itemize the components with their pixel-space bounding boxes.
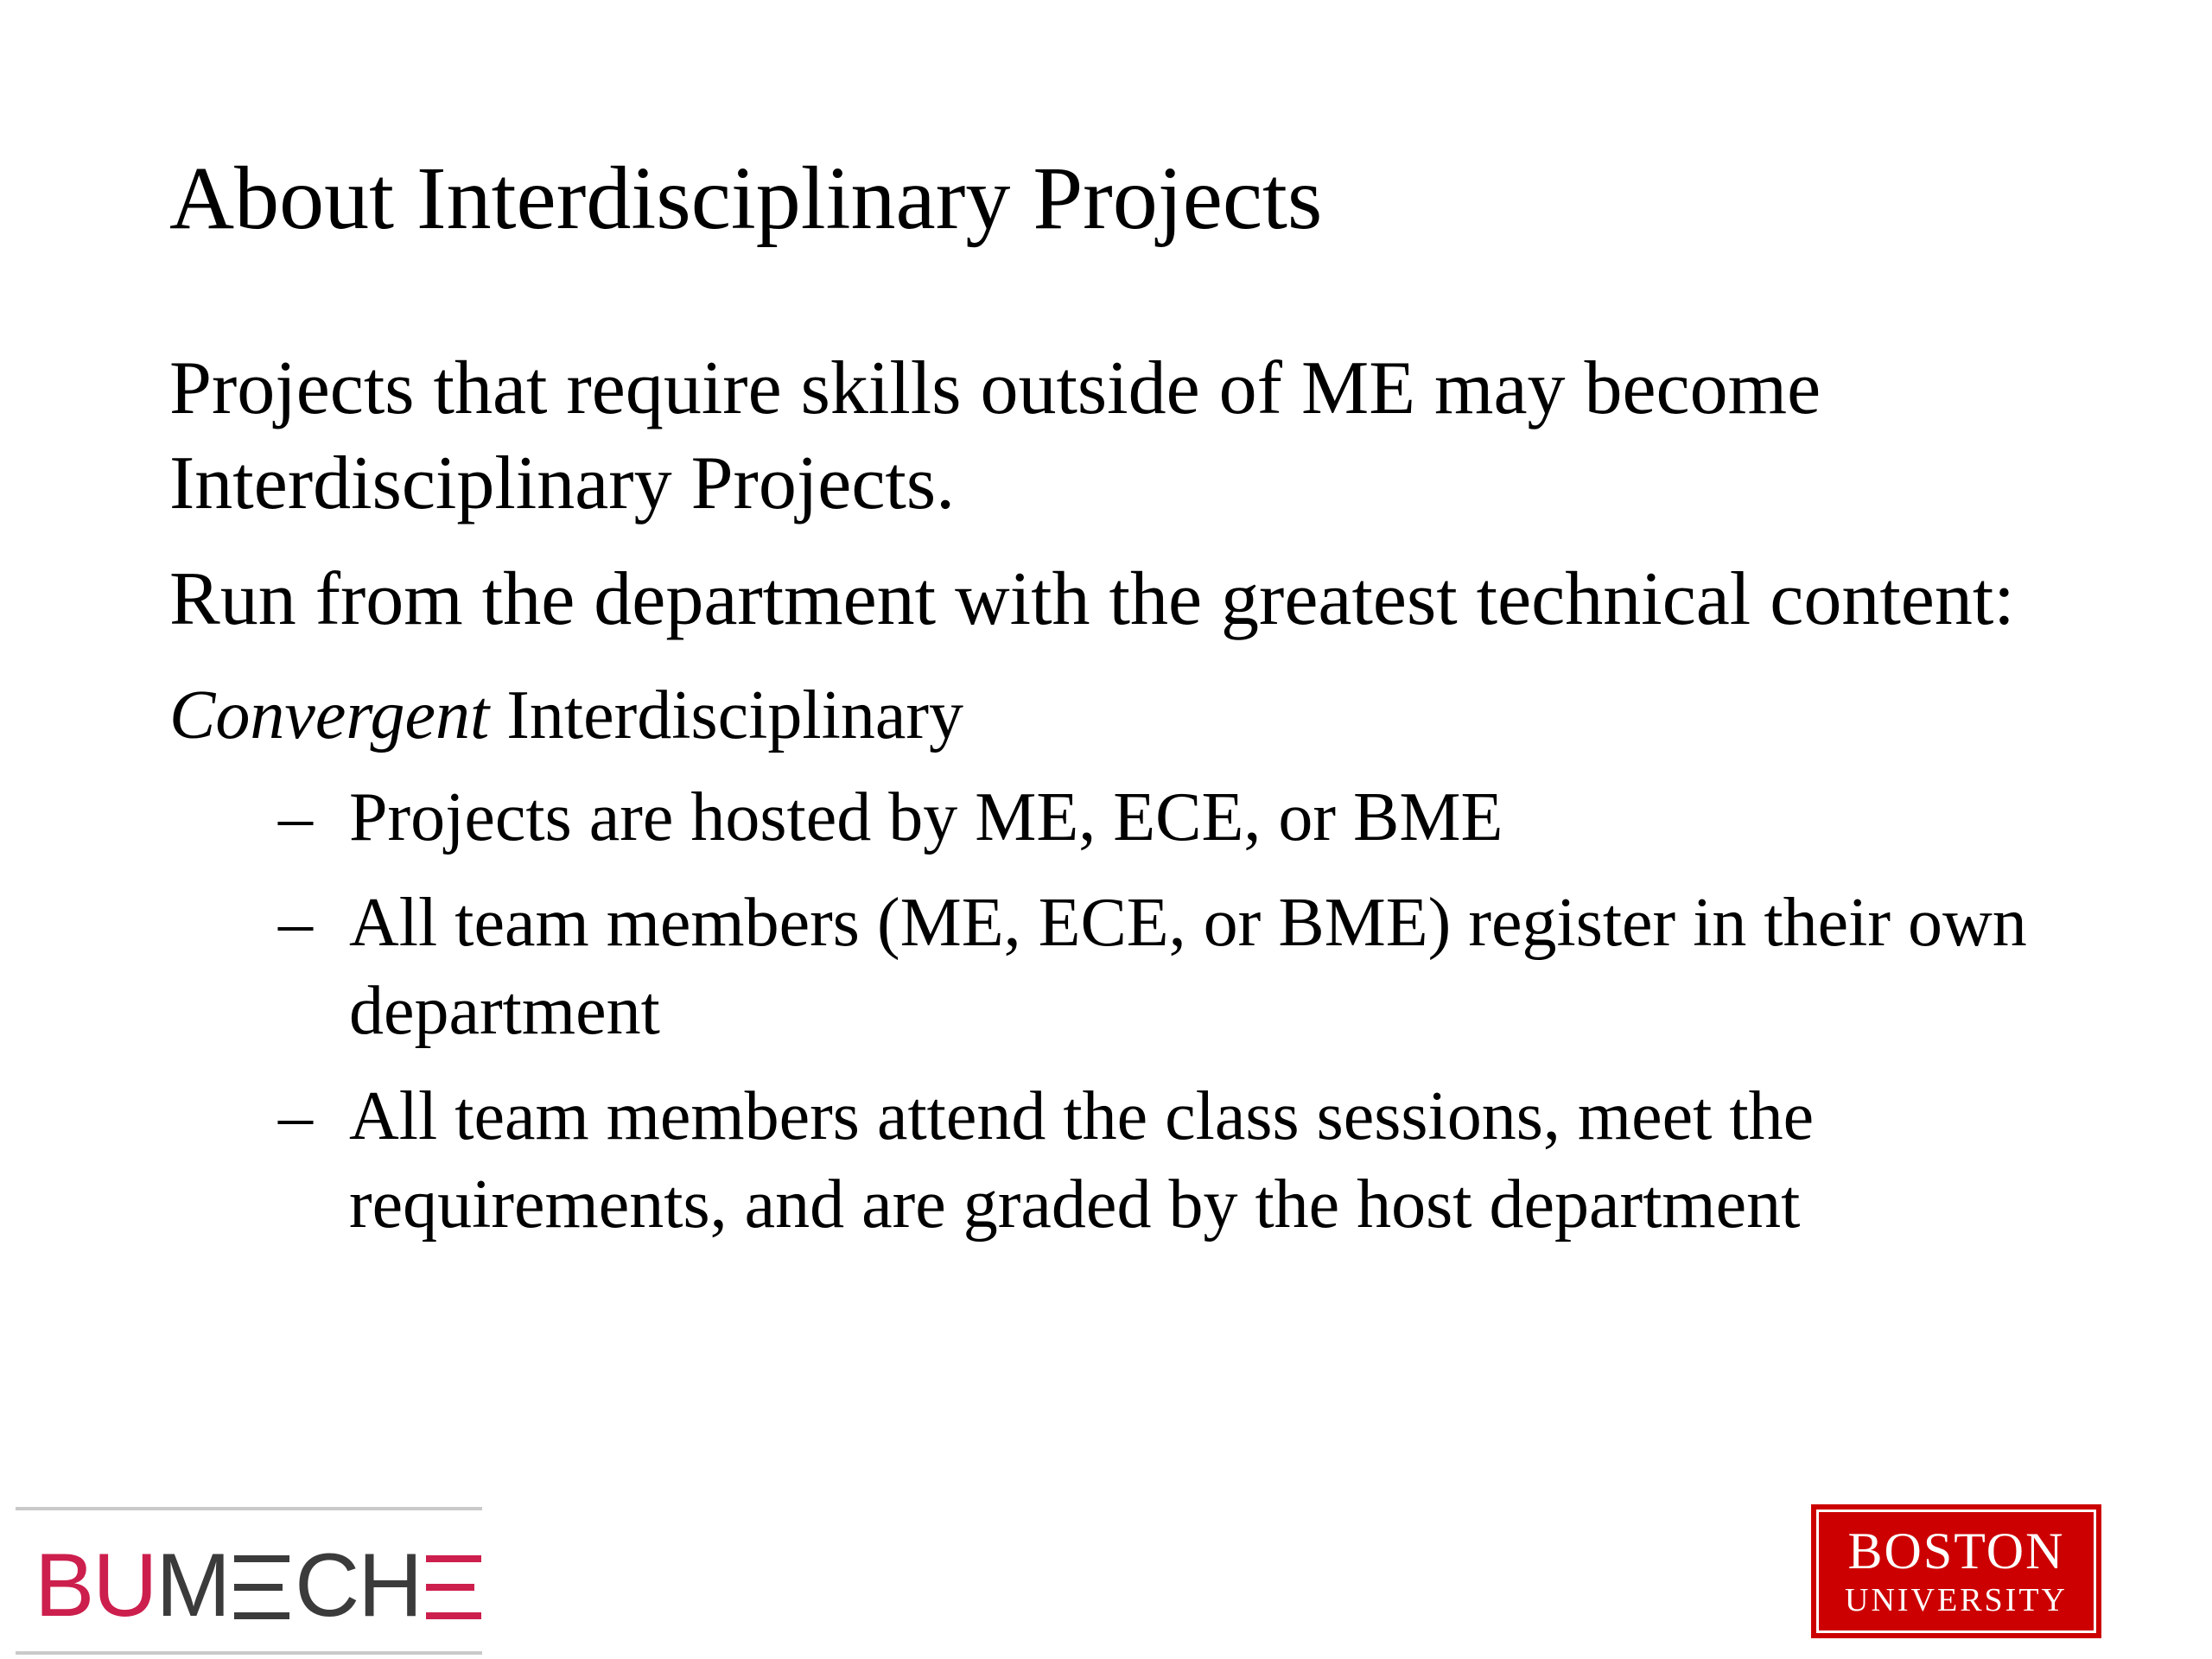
logo-part-bu: BU [35, 1535, 156, 1636]
logo-part-m: M [156, 1535, 230, 1636]
bumeche-logo [16, 1507, 482, 1659]
list-item [169, 1072, 2070, 1249]
convergent-rest: Interdisciplinary [489, 677, 963, 753]
logo-line-boston: BOSTON [1847, 1522, 2065, 1580]
logo-e-glyph-icon [234, 1555, 289, 1619]
bullet-dash: – [278, 779, 313, 855]
boston-university-logo [1811, 1504, 2101, 1638]
slide-body [169, 341, 2070, 1266]
bullet-text: All team members (ME, ECE, or BME) register in their own department [349, 885, 2027, 1049]
bumeche-wordmark [35, 1535, 486, 1636]
paragraph-intro: Projects that require skills outside of ME may become Interdisciplinary Projects. [169, 346, 1821, 525]
convergent-heading [169, 668, 2070, 763]
logo-rule-top [16, 1507, 482, 1510]
paragraph-run-from: Run from the department with the greatest technical content: [169, 557, 2015, 641]
bullet-dash: – [278, 1078, 313, 1154]
bullet-list [169, 773, 2070, 1249]
bullet-dash: – [278, 885, 313, 961]
logo-rule-bottom [16, 1651, 482, 1655]
list-item [169, 773, 2070, 861]
slide-title: About Interdisciplinary Projects [169, 149, 1323, 248]
logo-part-ch: CH [295, 1535, 422, 1636]
bullet-text: All team members attend the class sessions, meet the requirements, and are graded by the host department [349, 1078, 1815, 1243]
bullet-text: Projects are hosted by ME, ECE, or BME [349, 779, 1503, 855]
convergent-emphasis: Convergent [169, 677, 490, 753]
list-item [169, 879, 2070, 1055]
logo-e-glyph-icon [426, 1555, 481, 1619]
logo-line-university: UNIVERSITY [1845, 1582, 2068, 1618]
